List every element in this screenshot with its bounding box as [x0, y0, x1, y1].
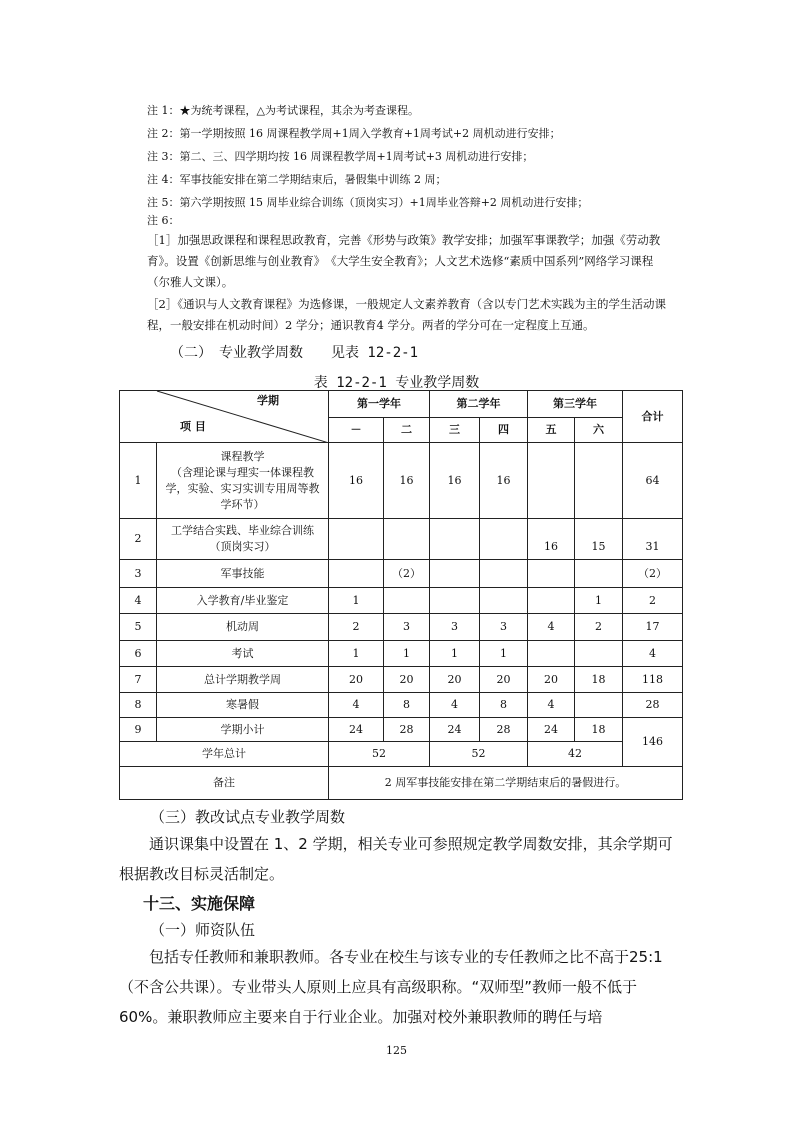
- note-6: 注 6：: [147, 214, 180, 227]
- cell: 20: [430, 667, 480, 693]
- row-total: （2）: [623, 560, 683, 588]
- cell: 1: [480, 641, 528, 667]
- cell: 4: [528, 614, 575, 641]
- cell: [480, 588, 528, 614]
- cell: [430, 519, 480, 560]
- corner-cell: [120, 391, 329, 443]
- semester-header: 三: [430, 418, 480, 443]
- row-item: 寒暑假: [157, 693, 329, 718]
- cell: 20: [480, 667, 528, 693]
- remark-row: [120, 767, 683, 800]
- cell: 1: [329, 588, 384, 614]
- cell: 16: [384, 443, 430, 519]
- year-2-total: 52: [430, 742, 528, 767]
- cell: 1: [384, 641, 430, 667]
- year-1-header: 第一学年: [329, 391, 430, 418]
- row-item: 机动周: [157, 614, 329, 641]
- table-row: [120, 667, 683, 693]
- row-item: 工学结合实践、毕业综合训练（顶岗实习）: [157, 519, 329, 560]
- cell: 24: [329, 718, 384, 742]
- table-row: [120, 614, 683, 641]
- year-1-total: 52: [329, 742, 430, 767]
- row-number: 5: [120, 614, 157, 641]
- cell: [480, 560, 528, 588]
- note-2: 注 2：第一学期按照 16 周课程教学周+1周入学教育+1周考试+2 周机动进行安排；: [147, 127, 561, 140]
- cell: [575, 641, 623, 667]
- row-total: 17: [623, 614, 683, 641]
- cell: 18: [575, 667, 623, 693]
- year-total-label: 学年总计: [120, 742, 329, 767]
- semester-header: －: [329, 418, 384, 443]
- table-row: [120, 443, 683, 519]
- cell: 4: [329, 693, 384, 718]
- row-item: 入学教育/毕业鉴定: [157, 588, 329, 614]
- remark-text: 2 周军事技能安排在第二学期结束后的暑假进行。: [329, 767, 683, 800]
- cell: 15: [575, 519, 623, 560]
- subsection-1-heading: （一）师资队伍: [150, 921, 256, 939]
- row-number: 8: [120, 693, 157, 718]
- row-total: 28: [623, 693, 683, 718]
- chapter-13-heading: 十三、实施保障: [143, 894, 256, 913]
- row-item: 课程教学 （含理论课与理实一体课程教学，实验、实习实训专用周等教学环节）: [157, 443, 329, 519]
- cell: 1: [430, 641, 480, 667]
- cell: 3: [480, 614, 528, 641]
- cell: [430, 560, 480, 588]
- cell: 20: [384, 667, 430, 693]
- row-number: 2: [120, 519, 157, 560]
- row-total: 118: [623, 667, 683, 693]
- cell: [575, 560, 623, 588]
- row-item: 军事技能: [157, 560, 329, 588]
- table-row: [120, 588, 683, 614]
- cell: 24: [430, 718, 480, 742]
- corner-semester-label: 学期: [257, 394, 279, 407]
- year-3-header: 第三学年: [528, 391, 623, 418]
- semester-header: 二: [384, 418, 430, 443]
- note-5: 注 5：第六学期按照 15 周毕业综合训练（顶岗实习）+1周毕业答辩+2 周机动进行安排；: [147, 196, 589, 209]
- cell: [575, 443, 623, 519]
- note-6-item-2: ［2］《通识与人文教育课程》为选修课，一般规定人文素养教育（含以专门艺术实践为主的学生活动课程，一般安排在机动时间）2 学分；通识教育4 学分。两者的学分可在一定程度上互通。: [147, 297, 667, 332]
- cell: [480, 519, 528, 560]
- year-2-header: 第二学年: [430, 391, 528, 418]
- row-total: 4: [623, 641, 683, 667]
- table-row: [120, 519, 683, 560]
- cell: （2）: [384, 560, 430, 588]
- cell: [528, 443, 575, 519]
- note-3: 注 3：第二、三、四学期均按 16 周课程教学周+1周考试+3 周机动进行安排；: [147, 150, 534, 163]
- teaching-weeks-table: [119, 390, 683, 800]
- cell: 16: [430, 443, 480, 519]
- row-total: 2: [623, 588, 683, 614]
- row-item: 考试: [157, 641, 329, 667]
- semester-header: 五: [528, 418, 575, 443]
- total-header: 合计: [623, 391, 683, 443]
- corner-diagonal: [120, 391, 329, 443]
- row-total: 31: [623, 519, 683, 560]
- row-number: 7: [120, 667, 157, 693]
- cell: 16: [528, 519, 575, 560]
- table-row: [120, 718, 683, 742]
- row-number: 4: [120, 588, 157, 614]
- cell: 24: [528, 718, 575, 742]
- cell: 3: [384, 614, 430, 641]
- cell: 2: [575, 614, 623, 641]
- cell: 8: [384, 693, 430, 718]
- note-4: 注 4：军事技能安排在第二学期结束后，暑假集中训练 2 周；: [147, 173, 447, 186]
- cell: 16: [480, 443, 528, 519]
- section-3-text: 通识课集中设置在 1、2 学期，相关专业可参照规定教学周数安排，其余学期可根据教改目标灵活制定。: [119, 835, 673, 883]
- year-3-total: 42: [528, 742, 623, 767]
- cell: 20: [329, 667, 384, 693]
- cell: [384, 519, 430, 560]
- year-total-row: [120, 742, 683, 767]
- table-caption: 表 12-2-1 专业教学周数: [313, 375, 480, 391]
- table-row: [120, 560, 683, 588]
- table-row: [120, 693, 683, 718]
- cell: 2: [329, 614, 384, 641]
- row-number: 6: [120, 641, 157, 667]
- row-item: 学期小计: [157, 718, 329, 742]
- cell: [430, 588, 480, 614]
- row-item: 总计学期教学周: [157, 667, 329, 693]
- cell: 16: [329, 443, 384, 519]
- semester-header: 六: [575, 418, 623, 443]
- row-total: 64: [623, 443, 683, 519]
- subsection-1-text: 包括专任教师和兼职教师。各专业在校生与该专业的专任教师之比不高于25:1（不含公共课）。专业带头人原则上应具有高级职称。“双师型”教师一般不低于60%。兼职教师应主要来自于行业企业。加强对校外兼职教师的聘任与培: [119, 948, 663, 1026]
- cell: 20: [528, 667, 575, 693]
- row-number: 1: [120, 443, 157, 519]
- cell: [329, 519, 384, 560]
- cell: [528, 560, 575, 588]
- cell: 3: [430, 614, 480, 641]
- cell: [329, 560, 384, 588]
- section-2-heading: （二） 专业教学周数 见表 12-2-1: [170, 345, 419, 361]
- corner-item-label: 项 目: [180, 420, 206, 433]
- cell: 8: [480, 693, 528, 718]
- remark-label: 备注: [120, 767, 329, 800]
- page-number: 125: [386, 1044, 407, 1057]
- note-1: 注 1：★为统考课程，△为考试课程，其余为考查课程。: [147, 104, 419, 117]
- cell: [528, 641, 575, 667]
- cell: [528, 588, 575, 614]
- row-number: 3: [120, 560, 157, 588]
- cell: 28: [384, 718, 430, 742]
- grand-total: 146: [623, 718, 683, 767]
- cell: 4: [528, 693, 575, 718]
- note-6-item-1: ［1］加强思政课程和课程思政教育，完善《形势与政策》教学安排；加强军事课教学；加强《劳动教育》。设置《创新思维与创业教育》 《大学生安全教育》；人文艺术选修“素质中国系列”网络学习课程（尔雅人文课）。: [147, 233, 661, 289]
- row-number: 9: [120, 718, 157, 742]
- cell: [575, 693, 623, 718]
- cell: [384, 588, 430, 614]
- section-3-heading: （三）教改试点专业教学周数: [150, 808, 346, 826]
- cell: 1: [329, 641, 384, 667]
- table-row: [120, 641, 683, 667]
- cell: 28: [480, 718, 528, 742]
- cell: 1: [575, 588, 623, 614]
- cell: 18: [575, 718, 623, 742]
- cell: 4: [430, 693, 480, 718]
- semester-header: 四: [480, 418, 528, 443]
